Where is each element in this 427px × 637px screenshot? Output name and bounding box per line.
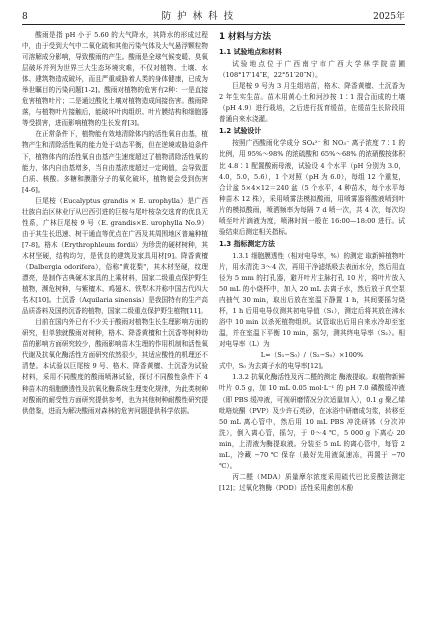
page-number: 8 (22, 12, 28, 22)
subsection-heading: 1.1 试验地点和材料 (219, 48, 282, 57)
body-paragraph (219, 251, 405, 350)
header-rule (22, 24, 405, 25)
equation-note: 式中，S₀ 为去离子水的电导率[12]。 (219, 362, 328, 371)
body-text: 取新鲜植物叶片，用水清洗 3～4 次，再用干净滤纸吸去表面水分，然后用直径为 5 mm 的打孔器，避开叶片主脉打孔 10 片，将叶片放入 50 mL 的小烧杯中，加入 20 mL 去离子水，然后放于真空泵内抽气 30 min，取出后放在室温下静置 1 h，其间要摇匀烧杯，1 h 后用电导仪测其初电导值（S₁），测定后将其放在沸水浴中 10 min 以杀死植物组织。试管取出后用自来水冷却至室温，并在室温下平衡 10 min，摇匀，测其终电导率（S₂）。相对电导率（L）为 (219, 251, 405, 349)
left-column (22, 30, 208, 417)
subsection-heading: 1.2 试验设计 (219, 127, 262, 136)
section-heading: 1 材料与方法 (219, 32, 271, 42)
body-paragraph: 按照广西酸雨化学成分 SO₄²⁻ 和 NO₃⁻ 离子浓度 7∶1 的比例，用 95%～98% 的浓硫酸和 65%～68% 的浓硝酸按体积比 4.8∶1 配置酸雨母液，试验设 4 个水平（pH 分别为 3.0，4.0，5.0，5.6），1 个对照（pH 为 6.0），每组 12 个重复，合计盆 5×4×12＝240 盆（5 个水平，4 种苗木，每个水平每种苗木 12 株），采用喷雾法模拟酸雨，用喷雾器将酸液喷到叶片的模拟酸雨，喷洒频率为每隔 7 d 喷一次，共 4 次，每次均喷至叶片滴液为度，喷淋时间一般在 16:00—18:00 进行。试验结束后测定相关指标。 (219, 139, 405, 236)
body-paragraph (219, 372, 405, 471)
body-text: 酶液提取。取植物新鲜叶片 0.5 g，加 10 mL 0.05 mol·L⁻¹ 的 pH 7.0 磷酸缓冲液（即 PBS 缓冲液，可视研磨情况分次适量加入），0.1 g 聚乙烯吡咯烷酮（PVP）及少许石英砂，在冰浴中研磨成匀浆，转移至 50 mL 离心管中，然后用 10 mL PBS 冲洗研钵（分次冲洗），倒入离心管，摇匀，于 0～4 ℃，5 000 g 下离心 20 min，上清液为酶提取液。分装至 5 mL 的离心管中，每管 2 mL，冷藏 −70 ℃ 保存（最好先用液氮速冻，再置于 −70 ℃）。 (219, 373, 406, 470)
body-paragraph: 试验地点位于广西南宁市广西大学林学院苗圃（108°17′14″E，22°51′20″N）。 (219, 60, 405, 80)
subsection-heading: 1.3 指标测定方法 (219, 239, 275, 248)
subsubsection-heading: 1.3.2 抗氧化酶活性及丙二醛的测定 (232, 373, 337, 382)
intro-paragraph: 在正常条件下，植物能有效地清除体内的活性氧自由基，植物产生和清除活性氧的能力处于动态平衡，但在逆境或胁迫条件下，植物体内的活性氧自由基产生速度超过了植物清除活性氧的能力，体内自由基增多，当自由基浓度超过一定阈值，会导致蛋白质、核酸、多糖和膜脂分子的氧化破坏，植物便会受到伤害[4-6]。 (22, 130, 208, 194)
intro-paragraph: 目前在国内外已有不少关于酸雨对植物生长生理影响方面的研究，但单独就酸雨对树种，格木、降香黄檀和土沉香等树种幼苗的影响方面研究较少，酸雨影响苗木生理的作用机制和活性氧代谢及抗氧化酶活性方面研究依然很少，其适应酸性的机理还不清楚。本试验以巨尾桉 9 号、格木、降香黄檀、土沉香为试验材料，采用不同酸度的酸雨喷淋试验，探讨不同酸性条件下 4 种苗木的细胞膜透性及抗氧化酶系统生理变化规律，为此类树种对酸雨的耐受性方面研究提供参考，也为其他树种耐酸性研究提供借鉴，进而为解决酸雨对森林的危害问题提供科学依据。 (22, 318, 208, 415)
intro-paragraph: 巨尾桉（Eucalyptus grandis × E. urophylla）是广西壮族自治区林业厅从巴西引进的巨桉与尾叶桉杂交选育的优良无性系，广林巨尾桉 9 号（E. grandis×E. urophylla No.9）由于其生长迅速、树干通直等优点在广西及其周围地区普遍种植[7-8]。格木（Erythrophleum fordii）为珍贵的硬材树种，其木材坚硬，结构均匀，是优良的建筑及家具用材[9]。降香黄檀（Dalbergia odorifera），俗称"黄花梨"，其木材坚硬，纹理漂亮，是制作古典硬木家具的上乘材料，国家二级重点保护野生植物，濒危树种，与紫檀木、鸡翅木、铁犁木并称中国古代四大名木[10]。土沉香（Aquilaria sinensis）是我国特有的生产高品质香料及国药沉香的植物，国家二级重点保护野生植物[11]。 (22, 196, 208, 316)
intro-paragraph: 酸雨是指 pH 小于 5.60 的大气降水，其降水的形成过程中，由于受到大气中二氧化硫和其他污染气体及大气悬浮颗粒物可溶解成分影响，导致酸雨的产生。酸雨是全球气候变暖、臭氧层破坏并列为世界三大生态环境灾难，不仅对植物、土壤、水体、建筑物造成破坏，而且严重威胁着人类的身体健康，已成为举世瞩目的污染问题[1-2]。酸雨对植物的危害有2种：一是直接危害植物叶片；二是通过酸化土壤对植物造成间接伤害。酸雨降落，与植物叶片接触后，能破坏叶肉组织、叶片膜结构和细胞器等受损害，进而影响植物的生长发育[3]。 (22, 31, 208, 128)
right-column (219, 30, 405, 494)
subsubsection-heading: 1.3.1 细胞膜透性（相对电导率，%）的测定 (232, 251, 364, 260)
page-header (22, 6, 405, 22)
equation: L=（S₁−S₀）/（S₂−S₀）×100% (260, 351, 364, 360)
journal-title: 防护林科技 (161, 11, 240, 22)
body-paragraph: 丙二醛（MDA）质量摩尔浓度采用硫代巴比妥酸法测定[12]；过氧化物酶（POD）活性采用愈创木酚 (219, 472, 405, 492)
body-paragraph: 巨尾桉 9 号为 3 月生组培苗，格木、降香黄檀、土沉香为 2 年生实生苗。苗木用黄心土和河沙按 1∶1 混合而成的土壤（pH 4.9）进行栽培，之后进行抚育缓苗，在缓苗生长阶段用普通自来水浇灌。 (219, 82, 405, 124)
journal-year: 2025年 (373, 12, 405, 22)
